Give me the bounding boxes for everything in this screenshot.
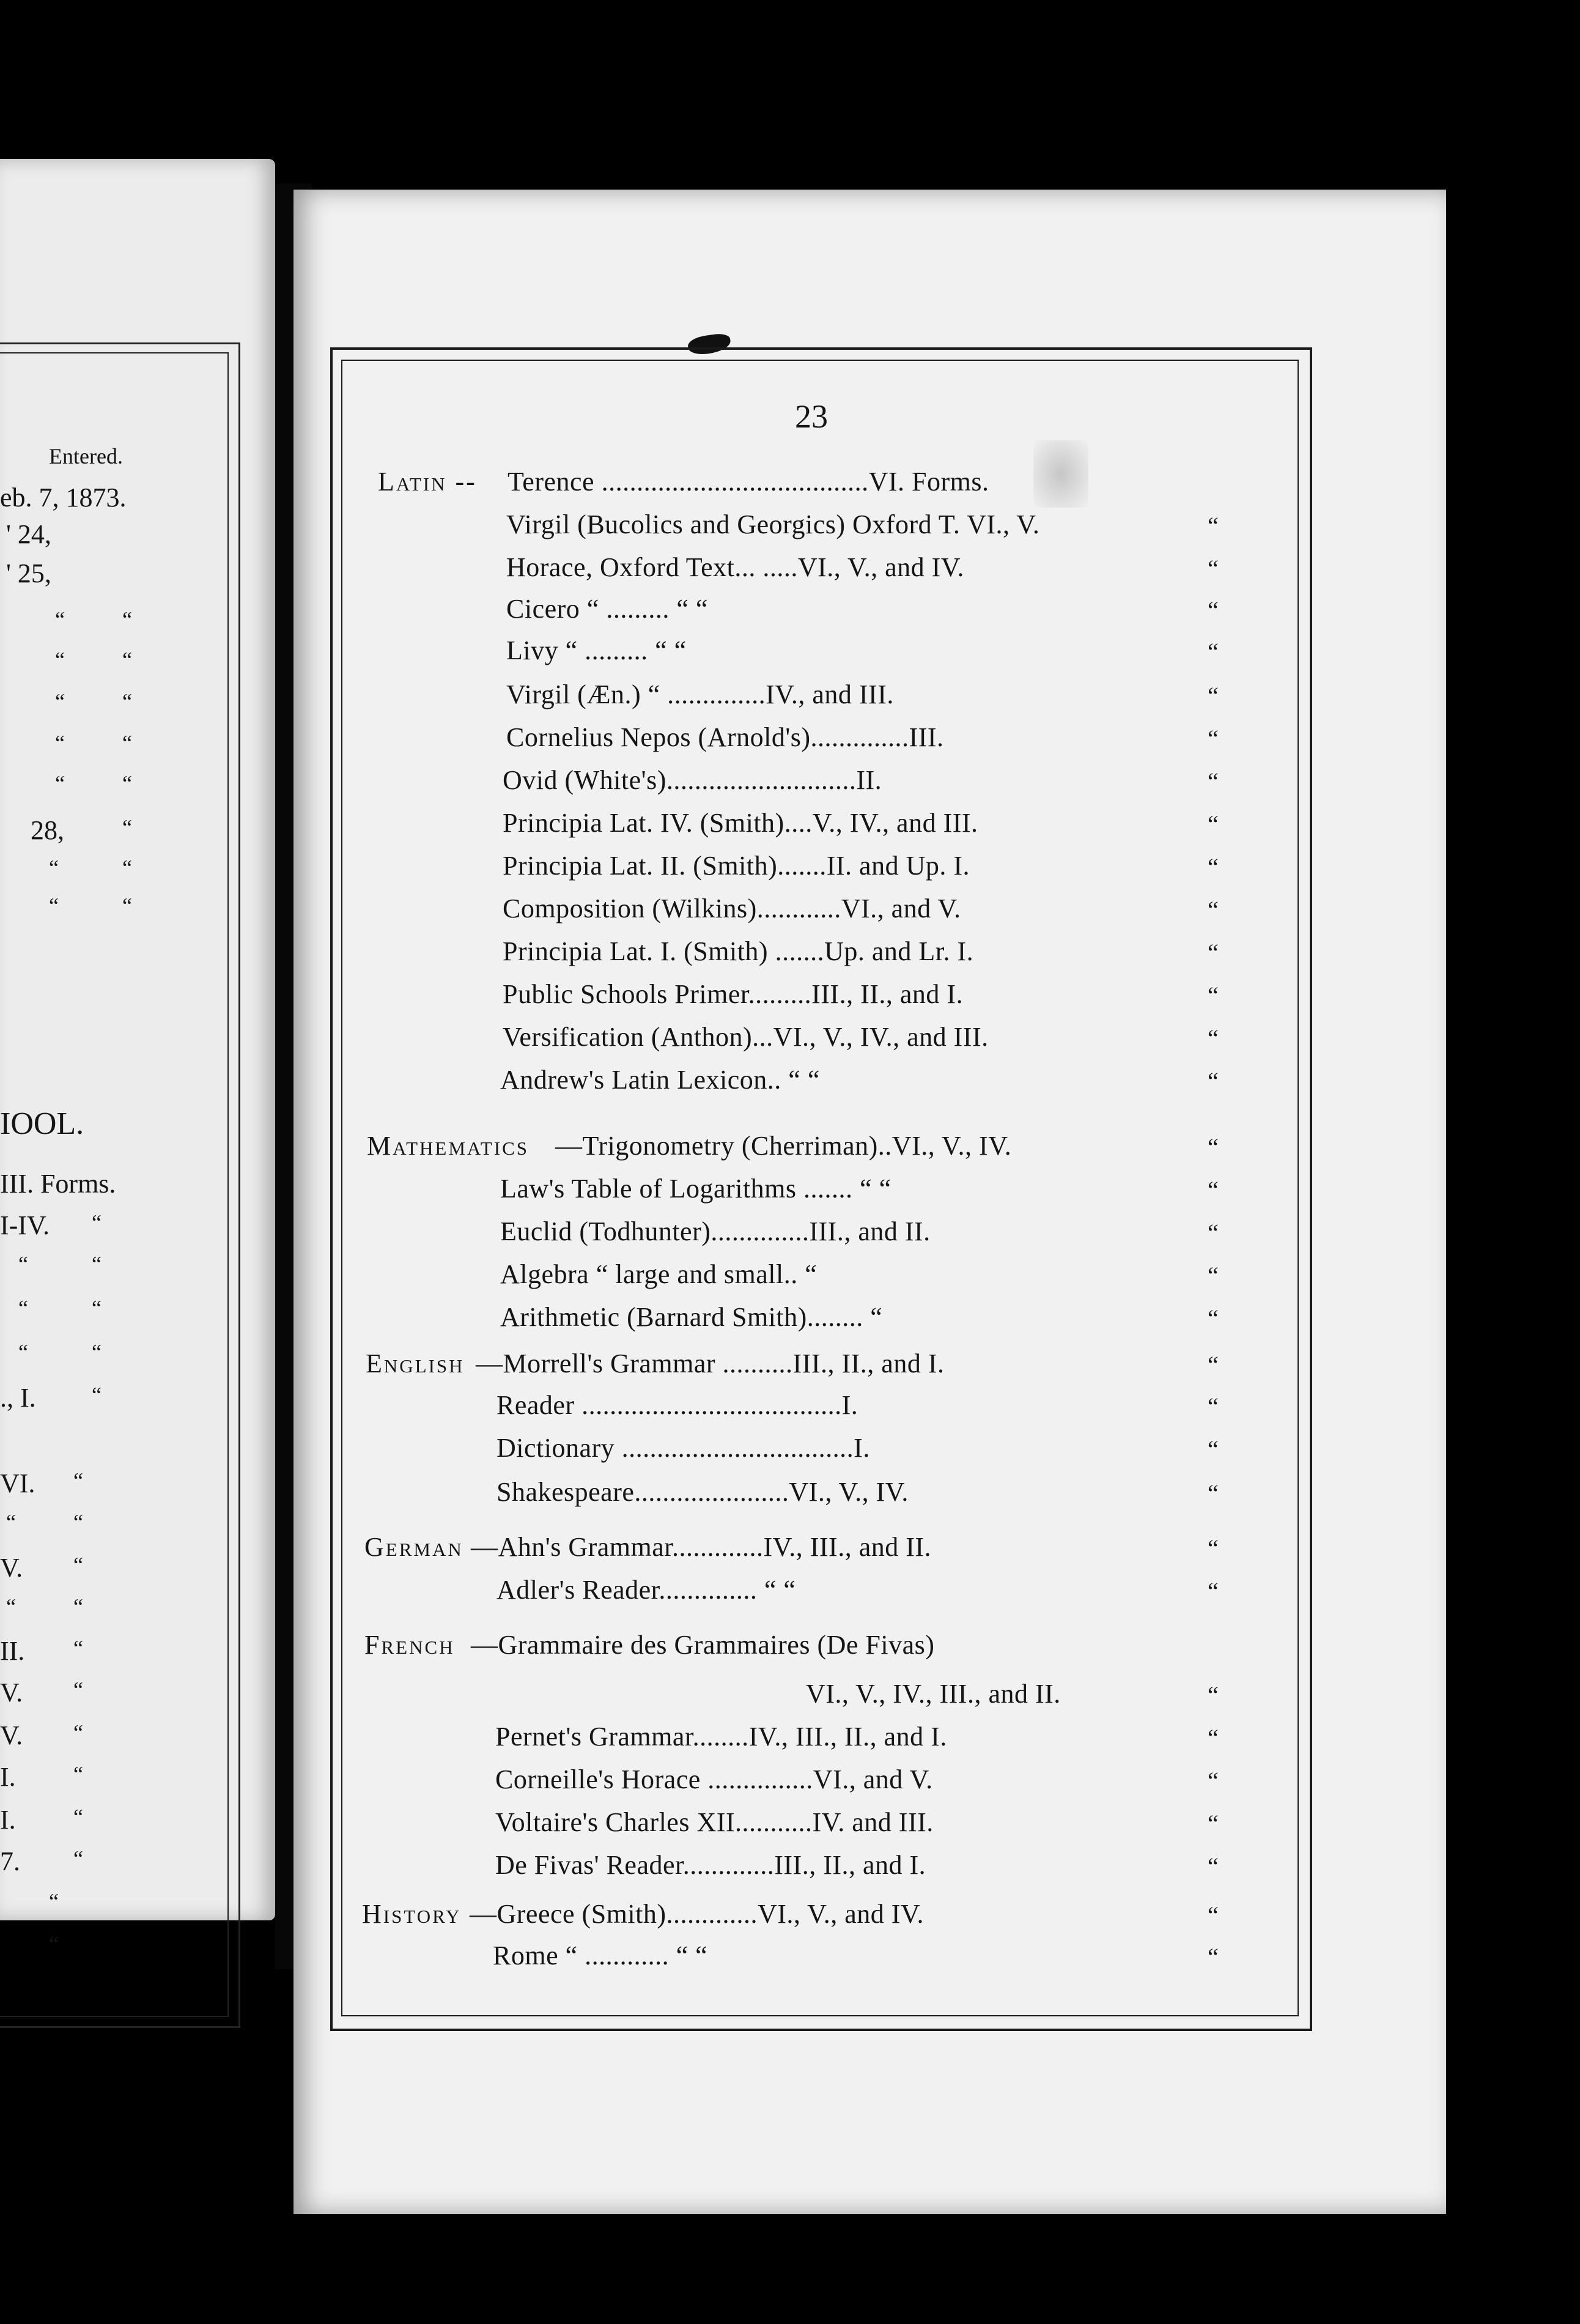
forms-fragment: I-IV.	[0, 1210, 50, 1240]
book-entry: Voltaire's Charles XII...........IV. and III.	[495, 1807, 934, 1837]
book-entry: Principia Lat. IV. (Smith)....V., IV., and III.	[503, 808, 978, 838]
section-label-english: English	[366, 1349, 465, 1378]
ditto-mark: “	[1208, 1681, 1219, 1709]
book-entry: Pernet's Grammar........IV., III., II., and I.	[495, 1722, 947, 1752]
ditto-mark: “	[1208, 1534, 1219, 1562]
book-entry: Andrew's Latin Lexicon.. “ “	[500, 1065, 820, 1095]
book-entry: Versification (Anthon)...VI., V., IV., and III.	[503, 1022, 989, 1052]
ditto-mark: “	[1208, 1393, 1219, 1420]
book-entry: VI., V., IV., III., and II.	[806, 1679, 1061, 1709]
ditto-mark: “	[122, 771, 132, 796]
page-number: 23	[795, 398, 828, 435]
ditto-mark: “	[49, 1932, 59, 1956]
ditto-mark: “	[73, 1762, 83, 1786]
ditto-mark: “	[92, 1252, 102, 1276]
ditto-mark: “	[1208, 1133, 1219, 1161]
book-entry: —Morrell's Grammar ..........III., II., and I.	[476, 1349, 945, 1378]
book-entry: Shakespeare......................VI., V., IV.	[497, 1477, 909, 1507]
ditto-mark: “	[1208, 1176, 1219, 1204]
ditto-mark: “	[49, 856, 59, 880]
forms-fragment: 7.	[0, 1846, 20, 1876]
ditto-mark: “	[1208, 1351, 1219, 1378]
date-entry: 28,	[31, 815, 64, 845]
book-entry: Reader .....................................I.	[497, 1390, 858, 1420]
book-entry: Dictionary .................................I.	[497, 1433, 870, 1463]
ditto-mark: “	[6, 1594, 16, 1619]
book-entry: De Fivas' Reader.............III., II., and I.	[495, 1850, 926, 1880]
book-entry: Virgil (Bucolics and Georgics) Oxford T. VI., V.	[506, 509, 1040, 539]
date-entry: ' 25,	[6, 558, 51, 588]
forms-fragment: III. Forms.	[0, 1169, 116, 1199]
book-entry: —Grammaire des Grammaires (De Fivas)	[471, 1630, 935, 1660]
ditto-mark: “	[122, 648, 132, 672]
ditto-mark: “	[18, 1340, 28, 1364]
ditto-mark: “	[1208, 1024, 1219, 1052]
ditto-mark: “	[1208, 1943, 1219, 1971]
ditto-mark: “	[1208, 982, 1219, 1009]
ditto-mark: “	[1208, 1304, 1219, 1332]
ditto-mark: “	[1208, 1901, 1219, 1929]
book-entry: Rome “ ............ “ “	[493, 1941, 708, 1971]
forms-fragment: V.	[0, 1720, 23, 1750]
ditto-mark: “	[122, 894, 132, 918]
date-entry: eb. 7, 1873.	[0, 483, 127, 513]
ditto-mark: “	[1208, 725, 1219, 752]
left-page	[0, 159, 275, 1956]
ditto-mark: “	[73, 1553, 83, 1577]
ditto-mark: “	[1208, 638, 1219, 665]
forms-fragment: V.	[0, 1678, 23, 1708]
ditto-mark: “	[55, 607, 65, 632]
ditto-mark: “	[1208, 810, 1219, 838]
book-entry: Arithmetic (Barnard Smith)........ “	[500, 1302, 883, 1332]
ditto-mark: “	[1208, 1479, 1219, 1507]
ditto-mark: “	[1208, 1577, 1219, 1605]
ditto-mark: “	[122, 731, 132, 755]
book-entry: —Ahn's Grammar.............IV., III., and II.	[471, 1532, 932, 1562]
book-entry: Ovid (White's)...........................II.	[503, 765, 882, 795]
ditto-mark: “	[55, 648, 65, 672]
ditto-mark: “	[1208, 1067, 1219, 1095]
ditto-mark: “	[49, 894, 59, 918]
ditto-mark: “	[1208, 1219, 1219, 1246]
ditto-mark: “	[18, 1252, 28, 1276]
forms-fragment: ., I.	[0, 1383, 36, 1413]
section-label-latin: Latin --	[378, 467, 477, 497]
book-entry: —Greece (Smith).............VI., V., and IV.	[470, 1899, 925, 1929]
forms-fragment: I.	[0, 1762, 16, 1792]
ditto-mark: “	[1208, 1262, 1219, 1289]
forms-fragment: V.	[0, 1553, 23, 1583]
ditto-mark: “	[6, 1510, 16, 1534]
section-label-german: German	[364, 1532, 463, 1562]
ditto-mark: “	[1208, 1852, 1219, 1880]
book-entry: —Trigonometry (Cherriman)..VI., V., IV.	[555, 1131, 1012, 1161]
ditto-mark: “	[73, 1846, 83, 1871]
ditto-mark: “	[73, 1510, 83, 1534]
ditto-mark: “	[122, 689, 132, 714]
ditto-mark: “	[49, 1889, 59, 1914]
book-entry: Principia Lat. I. (Smith) .......Up. and Lr. I.	[503, 936, 974, 966]
ditto-mark: “	[1208, 1724, 1219, 1752]
ditto-mark: “	[92, 1340, 102, 1364]
book-entry: Virgil (Æn.) “ ..............IV., and III.	[506, 679, 894, 709]
forms-fragment: I.	[0, 1805, 16, 1835]
ditto-mark: “	[55, 731, 65, 755]
book-entry: Cicero “ ......... “ “	[506, 594, 708, 624]
ditto-mark: “	[1208, 768, 1219, 795]
ditto-mark: “	[1208, 939, 1219, 966]
ditto-mark: “	[122, 607, 132, 632]
book-entry: Composition (Wilkins)............VI., and V.	[503, 894, 961, 923]
ditto-mark: “	[55, 771, 65, 796]
book-entry: Cornelius Nepos (Arnold's)..............III.	[506, 722, 944, 752]
ditto-mark: “	[73, 1594, 83, 1619]
ditto-mark: “	[73, 1636, 83, 1660]
ditto-mark: “	[1208, 1810, 1219, 1837]
section-label-mathematics: Mathematics	[367, 1131, 530, 1161]
ditto-mark: “	[1208, 682, 1219, 709]
ditto-mark: “	[18, 1296, 28, 1320]
ditto-mark: “	[1208, 1435, 1219, 1463]
ditto-mark: “	[1208, 896, 1219, 923]
ditto-mark: “	[73, 1678, 83, 1702]
book-entry: Livy “ ......... “ “	[506, 635, 687, 665]
ditto-mark: “	[73, 1468, 83, 1493]
ditto-mark: “	[122, 856, 132, 880]
forms-fragment: II.	[0, 1636, 25, 1666]
ditto-mark: “	[73, 1720, 83, 1745]
book-entry: Principia Lat. II. (Smith).......II. and Up. I.	[503, 851, 970, 881]
ditto-mark: “	[1208, 596, 1219, 624]
ditto-mark: “	[122, 815, 132, 840]
ditto-mark: “	[92, 1210, 102, 1235]
book-entry: Public Schools Primer.........III., II., and I.	[503, 979, 964, 1009]
book-entry: Adler's Reader.............. “ “	[497, 1575, 796, 1605]
book-entry: Euclid (Todhunter)..............III., and II.	[500, 1216, 931, 1246]
ditto-mark: “	[92, 1296, 102, 1320]
book-entry: Terence ......................................VI. Forms.	[508, 467, 989, 497]
ditto-mark: “	[1208, 1767, 1219, 1794]
section-label-history: History	[362, 1899, 462, 1929]
heading-fragment: IOOL.	[0, 1106, 84, 1141]
forms-fragment: VI.	[0, 1468, 35, 1498]
book-entry: Law's Table of Logarithms ....... “ “	[500, 1174, 892, 1204]
date-entry: ' 24,	[6, 519, 51, 549]
book-entry: Algebra “ large and small.. “	[500, 1259, 818, 1289]
book-entry: Horace, Oxford Text... .....VI., V., and IV.	[506, 552, 964, 582]
book-entry: Corneille's Horace ...............VI., and V.	[495, 1764, 933, 1794]
ditto-mark: “	[73, 1805, 83, 1829]
section-label-french: French	[364, 1630, 455, 1660]
ditto-mark: “	[1208, 555, 1219, 582]
ditto-mark: “	[92, 1383, 102, 1407]
ditto-mark: “	[1208, 853, 1219, 881]
entered-header: Entered.	[49, 444, 123, 468]
ditto-mark: “	[55, 689, 65, 714]
ditto-mark: “	[1208, 512, 1219, 539]
